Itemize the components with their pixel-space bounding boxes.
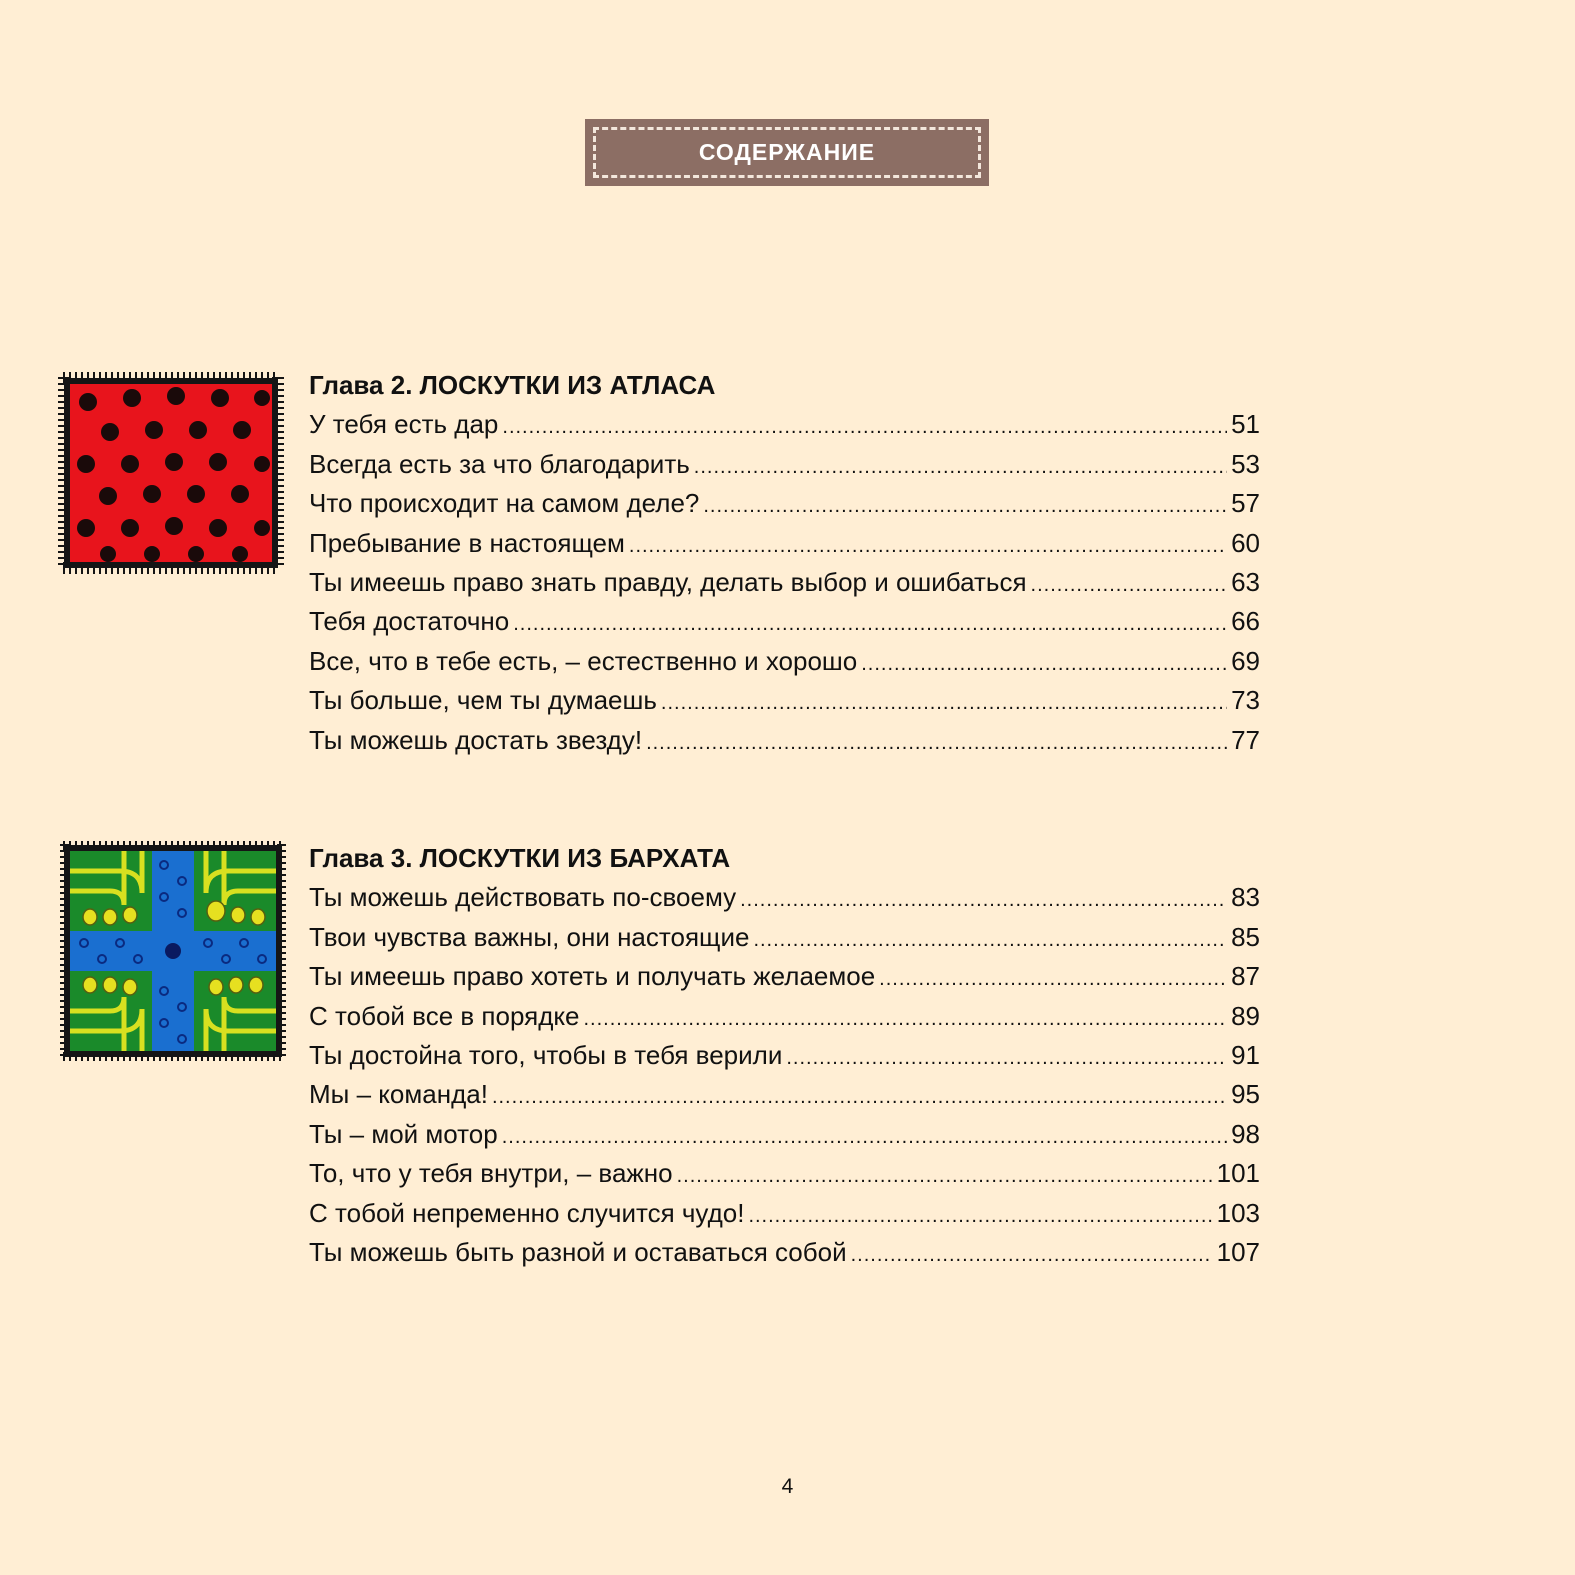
toc-entry-title: Тебя достаточно	[309, 606, 510, 637]
toc-entry-title: Всегда есть за что благодарить	[309, 448, 690, 479]
toc-entry-title: Ты достойна того, чтобы в тебя верили	[309, 1039, 783, 1070]
toc-entry-page-number: 51	[1231, 409, 1260, 440]
toc-entry[interactable]	[309, 642, 1260, 681]
chapter-2-section	[309, 366, 1260, 760]
toc-entry-page-number: 85	[1231, 921, 1260, 952]
toc-entry[interactable]	[309, 445, 1260, 484]
dot-leader	[879, 960, 1227, 999]
toc-entry-title: С тобой непременно случится чудо!	[309, 1197, 745, 1228]
toc-entry[interactable]	[309, 1075, 1260, 1114]
dot-leader	[851, 1236, 1213, 1275]
toc-entry-title: Что происходит на самом деле?	[309, 488, 700, 519]
dot-leader	[513, 605, 1227, 644]
contents-title-box	[585, 119, 989, 186]
toc-entry-title: Ты имеешь право знать правду, делать выбор и ошибаться	[309, 566, 1027, 597]
toc-entry-page-number: 57	[1231, 488, 1260, 519]
dot-leader	[748, 1197, 1212, 1236]
toc-entry[interactable]	[309, 1233, 1260, 1272]
chapter-title: Глава 2. ЛОСКУТКИ ИЗ АТЛАСА	[309, 370, 716, 400]
dot-leader	[753, 921, 1227, 960]
toc-entry[interactable]	[309, 1154, 1260, 1193]
dot-leader	[584, 1000, 1228, 1039]
toc-entry-page-number: 91	[1231, 1039, 1260, 1070]
contents-title-frame	[593, 127, 981, 178]
toc-entry-page-number: 69	[1231, 645, 1260, 676]
toc-entry-page-number: 66	[1231, 606, 1260, 637]
toc-entry-page-number: 87	[1231, 961, 1260, 992]
toc-entry[interactable]	[309, 918, 1260, 957]
toc-entry-page-number: 89	[1231, 1000, 1260, 1031]
toc-entry[interactable]	[309, 1194, 1260, 1233]
toc-entry-page-number: 103	[1216, 1197, 1260, 1228]
toc-entry[interactable]	[309, 957, 1260, 996]
chapter-2-entries	[309, 405, 1260, 760]
toc-entry-title: Ты больше, чем ты думаешь	[309, 685, 657, 716]
toc-entry[interactable]	[309, 681, 1260, 720]
green-blue-patterned-patch-icon	[60, 841, 286, 1061]
toc-entry-page-number: 77	[1231, 724, 1260, 755]
toc-entry[interactable]	[309, 602, 1260, 641]
toc-entry[interactable]	[309, 484, 1260, 523]
toc-entry-page-number: 60	[1231, 527, 1260, 558]
contents-title: СОДЕРЖАНИЕ	[698, 139, 876, 165]
dot-leader	[1031, 566, 1228, 605]
red-polka-dot-patch-icon	[58, 372, 284, 574]
toc-entry[interactable]	[309, 997, 1260, 1036]
toc-entry-title: Все, что в тебе есть, – естественно и хорошо	[309, 645, 858, 676]
dot-leader	[694, 448, 1227, 487]
chapter-title: Глава 3. ЛОСКУТКИ ИЗ БАРХАТА	[309, 843, 731, 873]
toc-entry-page-number: 53	[1231, 448, 1260, 479]
toc-entry[interactable]	[309, 1115, 1260, 1154]
chapter-3-entries	[309, 878, 1260, 1272]
dot-leader	[629, 527, 1227, 566]
toc-entry-page-number: 73	[1231, 685, 1260, 716]
toc-entry-page-number: 63	[1231, 566, 1260, 597]
toc-entry-title: Ты можешь действовать по-своему	[309, 882, 737, 913]
toc-entry-page-number: 101	[1216, 1158, 1260, 1189]
page-number: 4	[781, 1475, 794, 1498]
dot-leader	[492, 1078, 1227, 1117]
toc-entry-title: Ты можешь достать звезду!	[309, 724, 643, 755]
dot-leader	[502, 408, 1227, 447]
toc-entry[interactable]	[309, 405, 1260, 444]
dot-leader	[786, 1039, 1227, 1078]
toc-entry-title: Твои чувства важны, они настоящие	[309, 921, 750, 952]
toc-entry[interactable]	[309, 721, 1260, 760]
dot-leader	[740, 881, 1227, 920]
toc-entry-page-number: 83	[1231, 882, 1260, 913]
toc-entry-title: Ты имеешь право хотеть и получать желаемое	[309, 961, 876, 992]
dot-leader	[677, 1157, 1213, 1196]
toc-entry-title: Ты – мой мотор	[309, 1118, 498, 1149]
toc-entry-title: То, что у тебя внутри, – важно	[309, 1158, 673, 1189]
toc-entry[interactable]	[309, 1036, 1260, 1075]
dot-leader	[646, 724, 1227, 763]
toc-entry[interactable]	[309, 878, 1260, 917]
toc-entry[interactable]	[309, 563, 1260, 602]
toc-entry-page-number: 107	[1216, 1236, 1260, 1267]
toc-entry-page-number: 98	[1231, 1118, 1260, 1149]
dot-leader	[703, 487, 1227, 526]
toc-entry-title: Мы – команда!	[309, 1079, 488, 1110]
dot-leader	[861, 645, 1227, 684]
toc-entry-page-number: 95	[1231, 1079, 1260, 1110]
chapter-3-section	[309, 839, 1260, 1272]
toc-entry-title: С тобой все в порядке	[309, 1000, 580, 1031]
toc-entry-title: Ты можешь быть разной и оставаться собой	[309, 1236, 847, 1267]
toc-entry[interactable]	[309, 524, 1260, 563]
dot-leader	[502, 1118, 1227, 1157]
toc-entry-title: У тебя есть дар	[309, 409, 499, 440]
dot-leader	[661, 684, 1227, 723]
toc-entry-title: Пребывание в настоящем	[309, 527, 625, 558]
